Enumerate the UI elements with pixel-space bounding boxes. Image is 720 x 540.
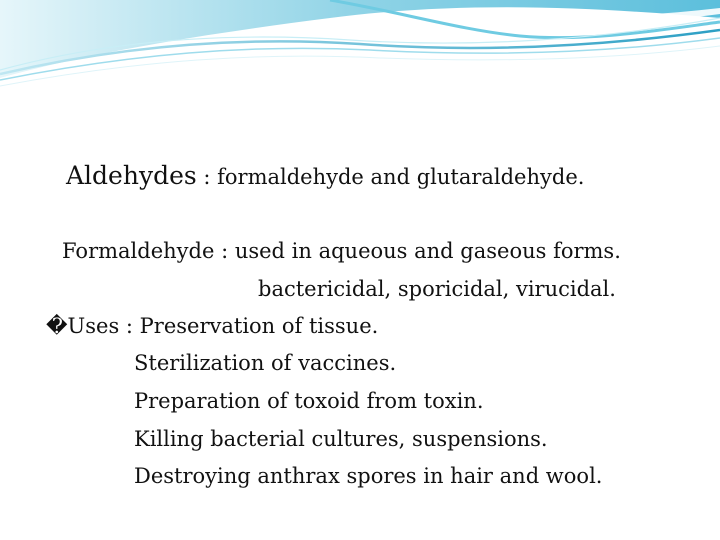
uses-item: Preparation of toxoid from toxin. [134, 389, 484, 413]
formaldehyde-line [62, 241, 621, 262]
formaldehyde-properties: bactericidal, sporicidal, virucidal. [258, 277, 616, 301]
uses-line [46, 316, 378, 337]
uses-label: Uses : Preservation of tissue. [67, 314, 379, 338]
uses-item: Killing bacterial cultures, suspensions. [134, 427, 548, 451]
header-wave-decoration [0, 0, 720, 100]
bullet-placeholder-glyph: � [46, 314, 68, 338]
uses-item: Sterilization of vaccines. [134, 351, 397, 375]
formaldehyde-forms: : used in aqueous and gaseous forms. [214, 239, 621, 263]
aldehydes-heading [66, 163, 584, 188]
aldehydes-term: Aldehydes [66, 161, 197, 190]
formaldehyde-term: Formaldehyde [62, 239, 215, 263]
aldehydes-definition: : formaldehyde and glutaraldehyde. [196, 165, 585, 189]
uses-item: Destroying anthrax spores in hair and wool. [134, 464, 603, 488]
